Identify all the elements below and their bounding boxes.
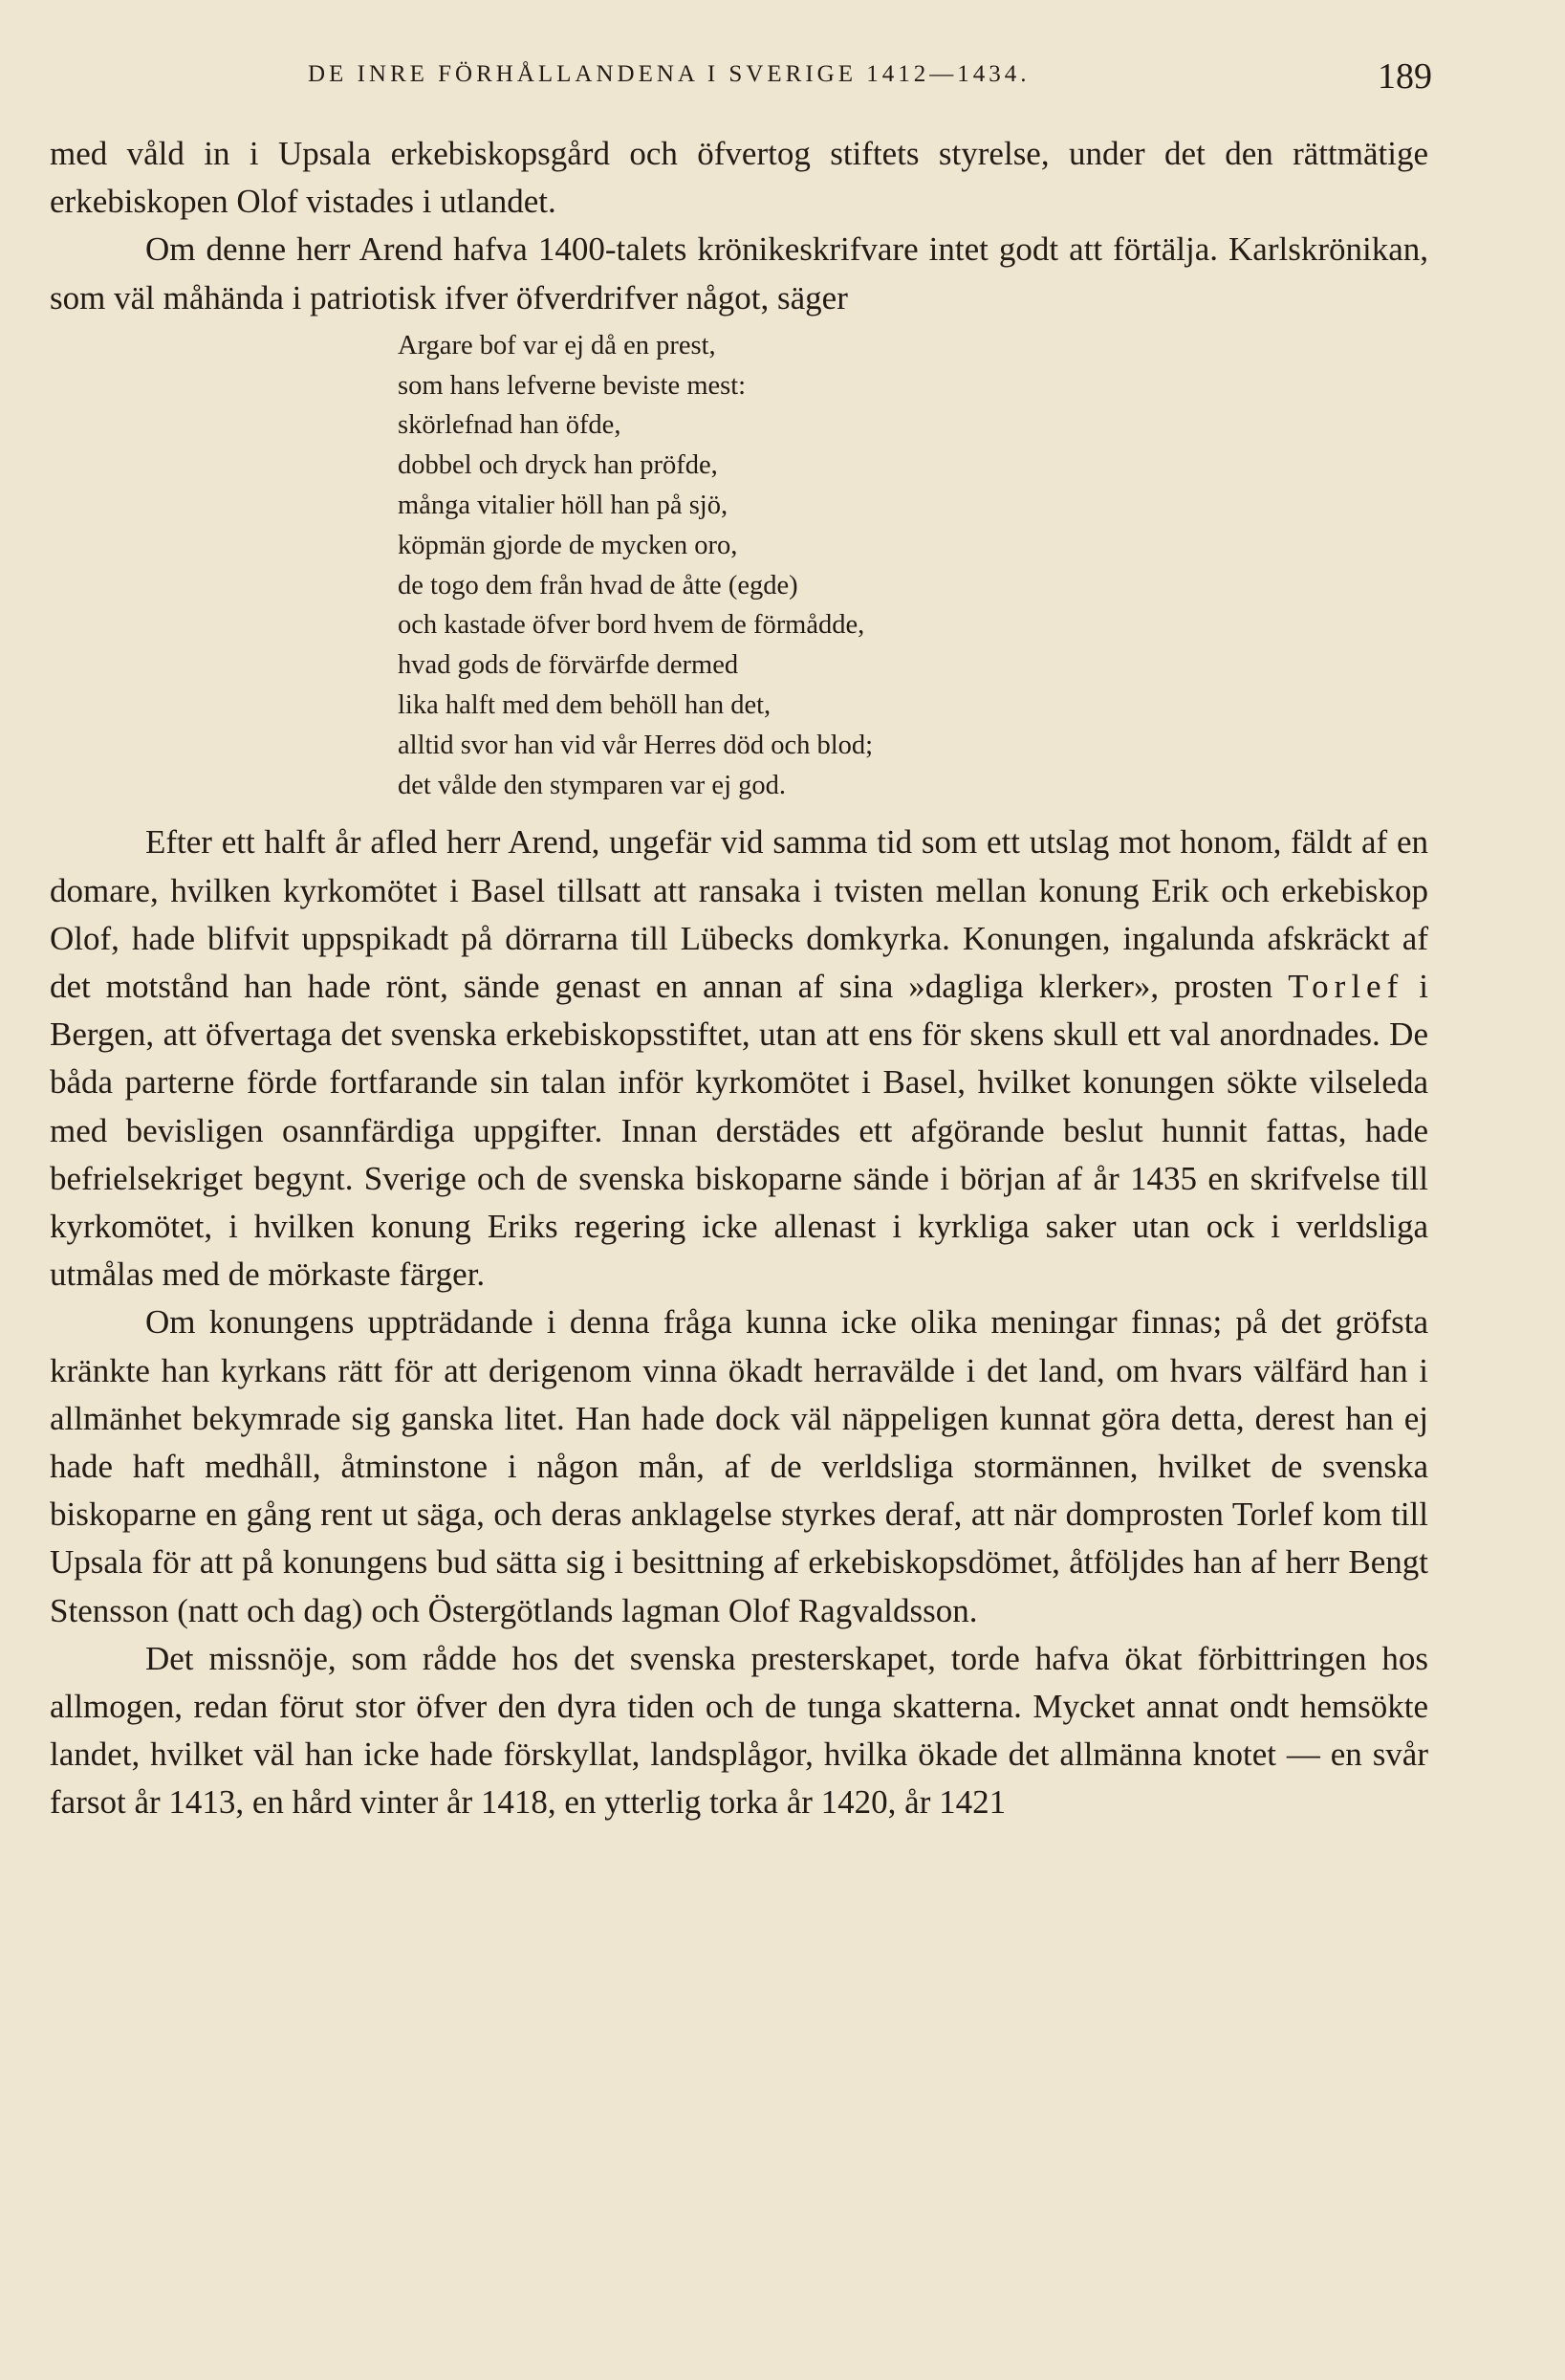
paragraph-text: i Bergen, att öfvertaga det svenska erkebiskopsstiftet, utan att ens för skens skull ett val anordnades. De båda parterne förde fortfarande sin talan inför kyrkomötet i Basel, hvilket konungen sökte vilseleda med bevisligen osannfärdiga uppgifter. Innan derstädes ett afgörande beslut hunnit fattas, hade befrielsekriget begynt. Sverige och de svenska biskoparne sände i början af år 1435 en skrifvelse till kyrkomötet, i hvilken konung Eriks regering icke allenast i kyrkliga saker utan ock i verldsliga utmålas med de mörkaste färger. [50,967,1428,1294]
paragraph-arend-death [50,819,1428,1299]
running-head: DE INRE FÖRHÅLLANDENA I SVERIGE 1412—1434. [308,61,1031,87]
poem-line: och kastade öfver bord hvem de förmådde, [398,610,865,641]
poem-line: hvad gods de förvärfde dermed [398,650,739,681]
poem-line: lika halft med dem behöll han det, [398,689,772,720]
poem-quote [398,326,1428,806]
poem-line: alltid svor han vid vår Herres död och blod; [398,730,874,760]
page-number: 189 [1378,56,1432,97]
book-page [50,55,1432,1827]
poem-line: dobbel och dryck han pröfde, [398,450,718,481]
paragraph-konungens: Om konungens uppträdande i denna fråga kunna icke olika meningar finnas; på det gröfsta kränkte han kyrkans rätt för att derigenom vinna ökadt herravälde i det land, om hvars välfärd han i allmänhet bekymrade sig ganska litet. Han hade dock väl näppeligen kunnat göra detta, derest han ej hade haft medhåll, åtminstone i någon mån, af de verldsliga stormännen, hvilket de svenska biskoparne en gång rent ut säga, och deras anklagelse styrkes deraf, att när domprosten Torlef kom till Upsala för att på konungens bud sätta sig i besittning af erkebiskopsdömet, åtföljdes han af herr Bengt Stensson (natt och dag) och Östergötlands lagman Olof Ragvaldsson. [50,1303,1428,1629]
poem-line: som hans lefverne beviste mest: [398,370,747,401]
body-text [50,130,1428,1827]
page-header [50,55,1432,113]
poem-line: köpmän gjorde de mycken oro, [398,530,738,560]
spaced-name: Torlef [1288,967,1404,1005]
poem-line: Argare bof var ej då en prest, [398,330,716,360]
paragraph-continuation: med våld in i Upsala erkebiskopsgård och öfvertog stiftets styrelse, under det den rättmätige erkebiskopen Olof vistades i utlandet. [50,135,1428,221]
paragraph-karlskronikan: Om denne herr Arend hafva 1400-talets krönikeskrifvare intet godt att förtälja. Karlskrönikan, som väl måhända i patriotisk ifver öfverdrifver något, säger [50,230,1428,317]
poem-line: skörlefnad han öfde, [398,410,621,441]
poem-line: många vitalier höll han på sjö, [398,491,728,520]
poem-line: de togo dem från hvad de åtte (egde) [398,570,798,600]
paragraph-missnoje: Det missnöje, som rådde hos det svenska presterskapet, torde hafva ökat förbittringen hos allmogen, redan förut stor öfver den dyra tiden och de tunga skatterna. Mycket annat ondt hemsökte landet, hvilket väl han icke hade förskyllat, landsplågor, hvilka ökade det allmänna knotet — en svår farsot år 1413, en hård vinter år 1418, en ytterlig torka år 1420, år 1421 [50,1639,1428,1822]
poem-line: det vålde den stymparen var ej god. [398,770,786,800]
paragraph-text: Efter ett halft år afled herr Arend, ungefär vid samma tid som ett utslag mot honom, fäldt af en domare, hvilken kyrkomötet i Basel tillsatt att ransaka i tvisten mellan konung Erik och erkebiskop Olof, hade blifvit uppspikadt på dörrarna till Lübecks domkyrka. Konungen, ingalunda afskräckt af det motstånd han hade rönt, sände genast en annan af sina »dagliga klerker», prosten [50,823,1428,1005]
